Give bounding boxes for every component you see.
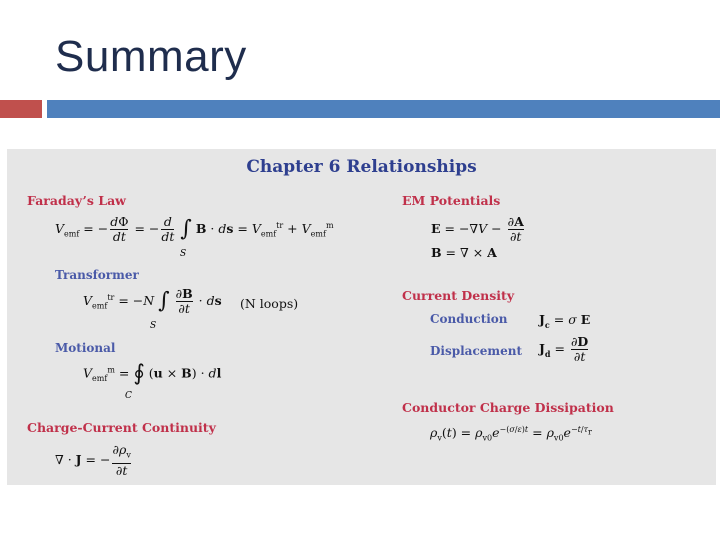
current-density-heading: Current Density: [402, 288, 515, 303]
faraday-heading: Faraday’s Law: [27, 193, 126, 208]
continuity-equation: ∇ · J = − $\frac{\partial\rho_v}{\partial t}$: [55, 442, 131, 478]
transformer-heading: Transformer: [55, 268, 139, 282]
displacement-equation: $J_d$ = $\frac{\partial D}{\partial t}$: [539, 334, 589, 364]
em-potentials-heading: EM Potentials: [402, 193, 501, 208]
panel-title: Chapter 6 Relationships: [246, 157, 477, 177]
magnetic-field-potential-equation: B = ∇ × A: [431, 245, 497, 260]
motional-heading: Motional: [55, 341, 116, 355]
conduction-equation: $J_c = \sigma$ E: [539, 312, 591, 330]
electric-field-potential-equation: E = −∇V − $\frac{\partial A}{\partial t}$: [431, 214, 524, 244]
transformer-integral-limit: S: [150, 321, 157, 331]
continuity-heading: Charge-Current Continuity: [27, 420, 216, 435]
transformer-equation: $V_{emf}^{tr} = -N$ ∫ $\frac{\partial B}{\partial t}$ · ds: [83, 286, 222, 316]
equations-panel: [7, 149, 716, 485]
accent-bar-red: [0, 100, 42, 118]
slide-title: Summary: [55, 32, 247, 81]
transformer-note: (N loops): [240, 296, 299, 311]
dissipation-heading: Conductor Charge Dissipation: [402, 400, 614, 415]
faraday-integral-limit: S: [180, 249, 187, 259]
faraday-equation: $V_{emf}$ = − $\frac{d\Phi}{dt}$ = − $\frac{d}{dt}$ ∫ B · ds = $V_{emf}^{tr} + V_{emf}^m$: [55, 214, 334, 244]
accent-bar-blue: [47, 100, 720, 118]
conduction-label: Conduction: [430, 312, 508, 326]
motional-integral-limit: C: [125, 391, 132, 401]
dissipation-equation: $\rho_v(t) = \rho_{v0}e^{-(\sigma/\varepsilon)t} = \rho_{v0}e^{-t/\tau_r}$: [430, 425, 592, 443]
motional-equation: $V_{emf}^m$ = ∮ (u × B) · dl: [83, 361, 222, 386]
displacement-label: Displacement: [430, 344, 522, 358]
